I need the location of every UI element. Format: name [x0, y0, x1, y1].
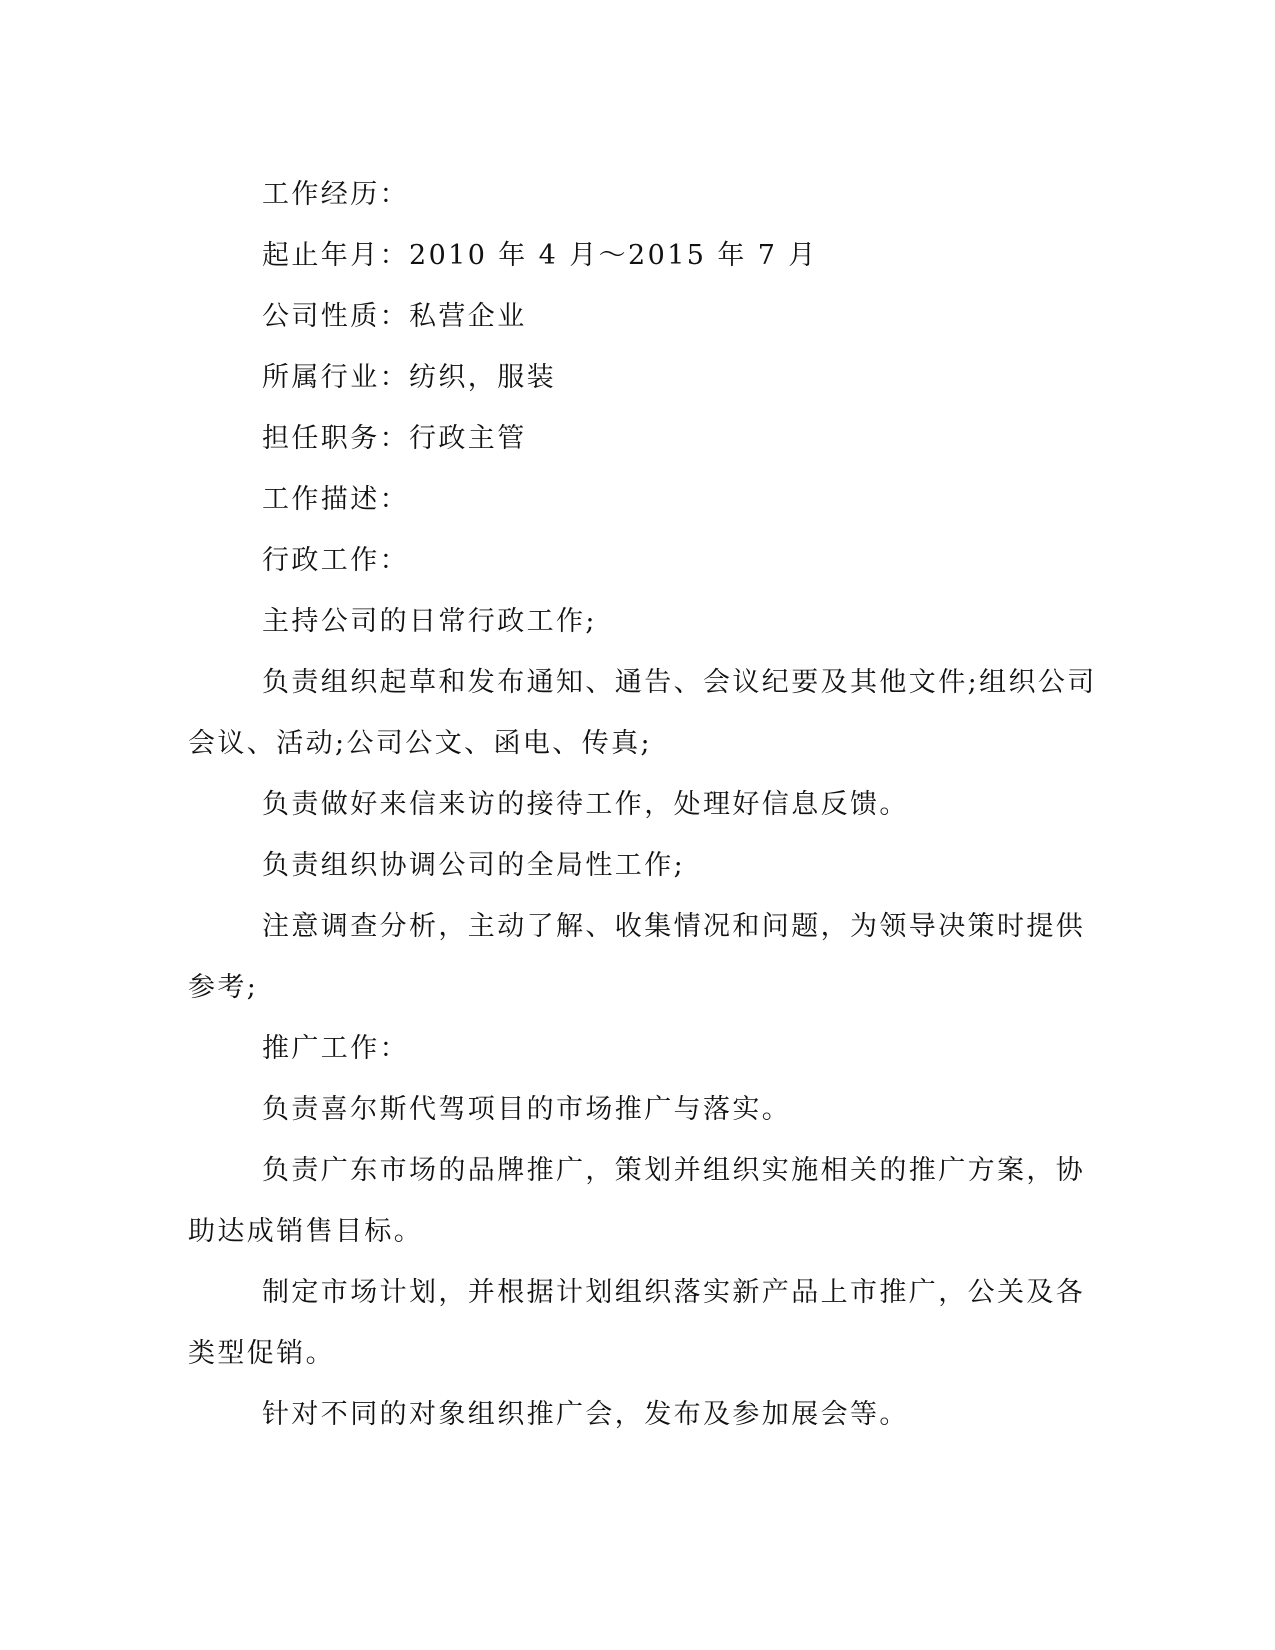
promo-section-heading: 推广工作： — [262, 1033, 409, 1064]
promo-item-line: 针对不同的对象组织推广会，发布及参加展会等。 — [262, 1399, 909, 1430]
admin-item-line-continued: 参考; — [188, 972, 259, 1003]
promo-item-line: 制定市场计划，并根据计划组织落实新产品上市推广，公关及各 — [262, 1277, 1086, 1308]
admin-item-line: 负责组织起草和发布通知、通告、会议纪要及其他文件;组织公司 — [262, 667, 1097, 698]
admin-section-heading: 行政工作： — [262, 545, 409, 576]
promo-item-line-continued: 类型促销。 — [188, 1338, 335, 1369]
admin-item-line-continued: 会议、活动;公司公文、函电、传真; — [188, 728, 652, 759]
admin-item-line: 注意调查分析，主动了解、收集情况和问题，为领导决策时提供 — [262, 911, 1086, 942]
position: 担任职务：行政主管 — [262, 423, 527, 454]
promo-item-line-continued: 助达成销售目标。 — [188, 1216, 424, 1247]
admin-item-line: 负责做好来信来访的接待工作，处理好信息反馈。 — [262, 789, 909, 820]
industry: 所属行业：纺织，服装 — [262, 362, 556, 393]
work-experience-heading: 工作经历： — [262, 179, 409, 210]
admin-item-line: 负责组织协调公司的全局性工作; — [262, 850, 686, 881]
admin-item-line: 主持公司的日常行政工作; — [262, 606, 597, 637]
resume-work-experience — [188, 164, 1097, 1445]
promo-item-line: 负责喜尔斯代驾项目的市场推广与落实。 — [262, 1094, 792, 1125]
employment-period: 起止年月：2010 年 4 月～2015 年 7 月 — [262, 240, 818, 271]
company-type: 公司性质：私营企业 — [262, 301, 527, 332]
job-description-heading: 工作描述： — [262, 484, 409, 515]
promo-item-line: 负责广东市场的品牌推广，策划并组织实施相关的推广方案，协 — [262, 1155, 1086, 1186]
